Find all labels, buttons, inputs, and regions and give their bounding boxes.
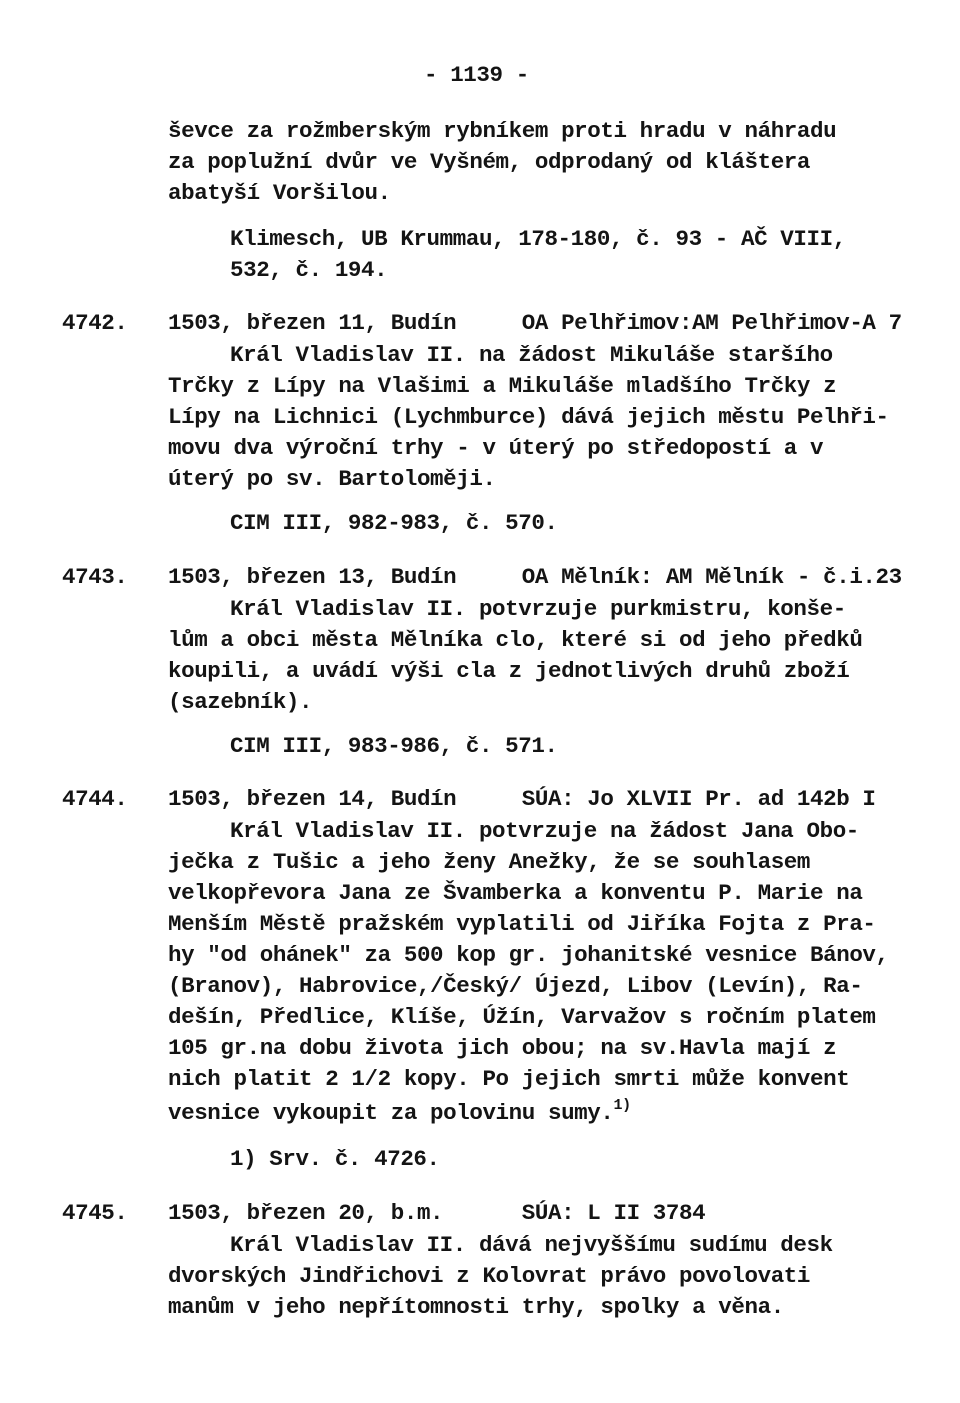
entry-line: nich platit 2 1/2 kopy. Po jejich smrti může konvent [168, 1066, 850, 1092]
entry-line: Král Vladislav II. potvrzuje na žádost Jana Obo- [230, 818, 859, 844]
entry-header: 1503, březen 13, Budín OA Mělník: AM Mělník - č.i.23 [168, 564, 902, 590]
entry-header: 1503, březen 20, b.m. SÚA: L II 3784 [168, 1200, 706, 1226]
footnote-mark: 1) [613, 1097, 631, 1114]
entry-line: vesnice vykoupit za polovinu sumy. [168, 1100, 614, 1126]
continuation-line: abatyší Voršilou. [168, 180, 391, 206]
continuation-line: ševce za rožmberským rybníkem proti hradu v náhradu [168, 118, 837, 144]
entry-line-with-footnote [168, 1097, 631, 1126]
entry-number: 4745. [62, 1200, 128, 1226]
entry-line: úterý po sv. Bartoloměji. [168, 466, 496, 492]
entry-line: Lípy na Lichnici (Lychmburce) dává jejich městu Pelhři- [168, 404, 889, 430]
footnote: 1) Srv. č. 4726. [230, 1146, 440, 1172]
entry-line: manům v jeho nepřítomnosti trhy, spolky a věna. [168, 1294, 784, 1320]
entry-header: 1503, březen 11, Budín OA Pelhřimov:AM Pelhřimov-A 7 [168, 310, 902, 336]
entry-line: 105 gr.na dobu života jich obou; na sv.Havla mají z [168, 1035, 837, 1061]
entry-number: 4743. [62, 564, 128, 590]
continuation-line: za poplužní dvůr ve Vyšném, odprodaný od kláštera [168, 149, 811, 175]
entry-line: dvorských Jindřichovi z Kolovrat právo povolovati [168, 1263, 811, 1289]
source-citation: CIM III, 982-983, č. 570. [230, 510, 558, 536]
entry-line: movu dva výroční trhy - v úterý po středopostí a v [168, 435, 824, 461]
source-citation: 532, č. 194. [230, 257, 388, 283]
entry-line: lům a obci města Mělníka clo, které si od jeho předků [168, 627, 863, 653]
entry-line: hy "od ohánek" za 500 kop gr. johanitské vesnice Bánov, [168, 942, 889, 968]
entry-line: Král Vladislav II. na žádost Mikuláše staršího [230, 342, 833, 368]
entry-line: ječka z Tušic a jeho ženy Anežky, že se souhlasem [168, 849, 811, 875]
entry-line: dešín, Předlice, Klíše, Úžín, Varvažov s ročním platem [168, 1004, 876, 1030]
entry-number: 4744. [62, 786, 128, 812]
page-number: - 1139 - [424, 62, 529, 88]
entry-line: velkopřevora Jana ze Švamberka a konventu P. Marie na [168, 880, 863, 906]
entry-line: Král Vladislav II. potvrzuje purkmistru, konše- [230, 596, 846, 622]
entry-line: (Branov), Habrovice,/Český/ Újezd, Libov (Levín), Ra- [168, 973, 863, 999]
entry-line: Král Vladislav II. dává nejvyššímu sudímu desk [230, 1232, 833, 1258]
entry-number: 4742. [62, 310, 128, 336]
entry-line: (sazebník). [168, 689, 313, 715]
source-citation: Klimesch, UB Krummau, 178-180, č. 93 - AČ VIII, [230, 226, 846, 252]
entry-line: koupili, a uvádí výši cla z jednotlivých druhů zboží [168, 658, 850, 684]
source-citation: CIM III, 983-986, č. 571. [230, 733, 558, 759]
entry-header: 1503, březen 14, Budín SÚA: Jo XLVII Pr. ad 142b I [168, 786, 876, 812]
entry-line: Trčky z Lípy na Vlašimi a Mikuláše mladšího Trčky z [168, 373, 837, 399]
entry-line: Menším Městě pražském vyplatili od Jiříka Fojta z Pra- [168, 911, 876, 937]
